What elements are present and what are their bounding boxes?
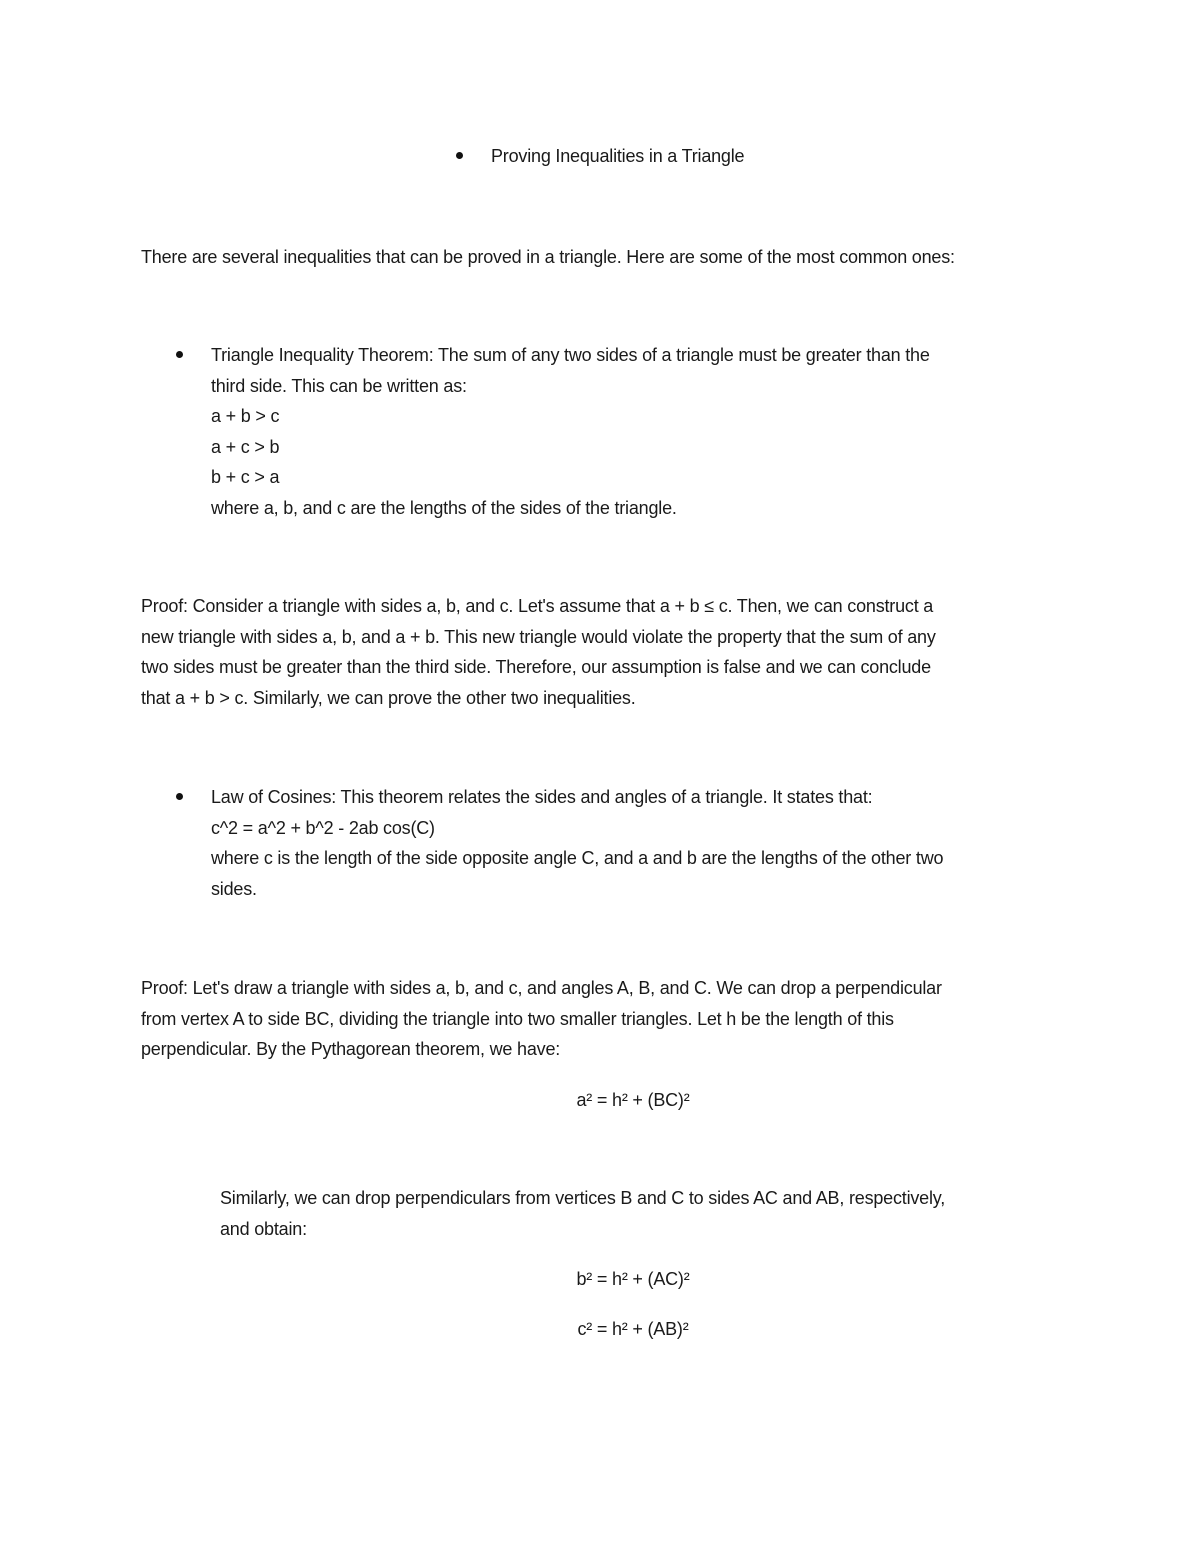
inequality-a-c-b: a + c > b [211,437,280,457]
triangle-inequality-bullet [176,351,183,358]
law-of-cosines-formula: c^2 = a^2 + b^2 - 2ab cos(C) [211,818,435,838]
proof1-line-3: two sides must be greater than the third side. Therefore, our assumption is false and we can conclude [141,657,931,677]
equation-c-squared: c² = h² + (AB)² [577,1319,689,1339]
proof2-line-2: from vertex A to side BC, dividing the triangle into two smaller triangles. Let h be the length of this [141,1009,894,1029]
inequality-a-b-c: a + b > c [211,406,280,426]
proof2-line-1: Proof: Let's draw a triangle with sides a, b, and c, and angles A, B, and C. We can drop a perpendicular [141,978,942,998]
equation-b-squared: b² = h² + (AC)² [576,1269,690,1289]
law-of-cosines-bullet [176,793,183,800]
intro-paragraph: There are several inequalities that can be proved in a triangle. Here are some of the most common ones: [141,247,955,267]
proof1-line-1: Proof: Consider a triangle with sides a, b, and c. Let's assume that a + b ≤ c. Then, we can construct a [141,596,934,616]
proof1-line-4: that a + b > c. Similarly, we can prove the other two inequalities. [141,688,636,708]
proof1-line-2: new triangle with sides a, b, and a + b. This new triangle would violate the property that the sum of any [141,627,936,647]
triangle-inequality-line-3: where a, b, and c are the lengths of the sides of the triangle. [211,498,677,518]
proof2-line-3: perpendicular. By the Pythagorean theorem, we have: [141,1039,561,1059]
law-of-cosines-line-1: Law of Cosines: This theorem relates the sides and angles of a triangle. It states that: [211,787,873,807]
triangle-inequality-line-1: Triangle Inequality Theorem: The sum of any two sides of a triangle must be greater than the [211,345,930,365]
inequality-b-c-a: b + c > a [211,467,280,487]
law-of-cosines-line-2: where c is the length of the side opposite angle C, and a and b are the lengths of the other two [211,848,944,868]
similarly-line-2: and obtain: [220,1219,307,1239]
page-title: Proving Inequalities in a Triangle [491,146,745,166]
law-of-cosines-line-3: sides. [211,879,257,899]
similarly-line-1: Similarly, we can drop perpendiculars from vertices B and C to sides AC and AB, respectively, [220,1188,946,1208]
title-bullet [456,152,463,159]
triangle-inequality-line-2: third side. This can be written as: [211,376,467,396]
equation-a-squared: a² = h² + (BC)² [576,1090,690,1110]
